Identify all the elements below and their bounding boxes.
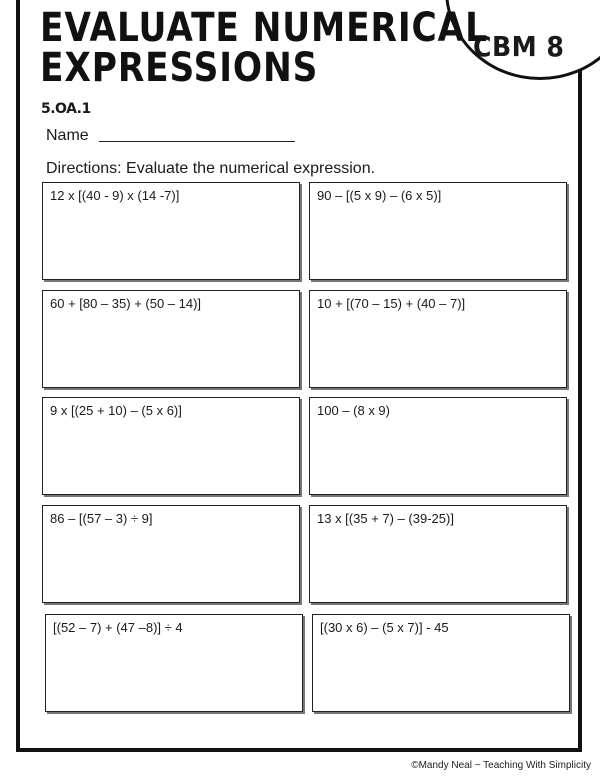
problem-box[interactable] [42, 290, 300, 388]
standard-code: 5.OA.1 [41, 101, 91, 117]
problem-expression: [(30 x 6) – (5 x 7)] - 45 [320, 620, 449, 635]
problem-box[interactable] [309, 182, 567, 280]
problem-box[interactable] [312, 614, 570, 712]
name-label: Name [46, 127, 89, 144]
name-blank-line[interactable] [99, 127, 295, 142]
title-line-1: EVALUATE NUMERICAL [40, 5, 488, 51]
problem-box[interactable] [42, 182, 300, 280]
cbm-badge: CBM 8 [473, 30, 565, 63]
problem-box[interactable] [309, 290, 567, 388]
problem-expression: 100 – (8 x 9) [317, 403, 390, 418]
problem-box[interactable] [309, 505, 567, 603]
copyright-footer: ©Mandy Neal ~ Teaching With Simplicity [411, 760, 591, 771]
problem-expression: 86 – [(57 – 3) ÷ 9] [50, 511, 153, 526]
name-row [46, 127, 295, 145]
problem-box[interactable] [45, 614, 303, 712]
problem-box[interactable] [309, 397, 567, 495]
worksheet-title [40, 5, 488, 91]
problem-expression: 12 x [(40 - 9) x (14 -7)] [50, 188, 180, 203]
problem-expression: 60 + [80 – 35) + (50 – 14)] [50, 296, 202, 311]
problem-expression: 9 x [(25 + 10) – (5 x 6)] [50, 403, 182, 418]
problem-box[interactable] [42, 505, 300, 603]
problem-box[interactable] [42, 397, 300, 495]
problem-expression: 13 x [(35 + 7) – (39-25)] [317, 511, 454, 526]
directions-text: Directions: Evaluate the numerical expression. [46, 160, 376, 177]
problem-expression: 90 – [(5 x 9) – (6 x 5)] [317, 188, 442, 203]
problem-expression: [(52 – 7) + (47 –8)] ÷ 4 [53, 620, 183, 635]
problem-expression: 10 + [(70 – 15) + (40 – 7)] [317, 296, 466, 311]
title-line-2: EXPRESSIONS [40, 45, 319, 91]
